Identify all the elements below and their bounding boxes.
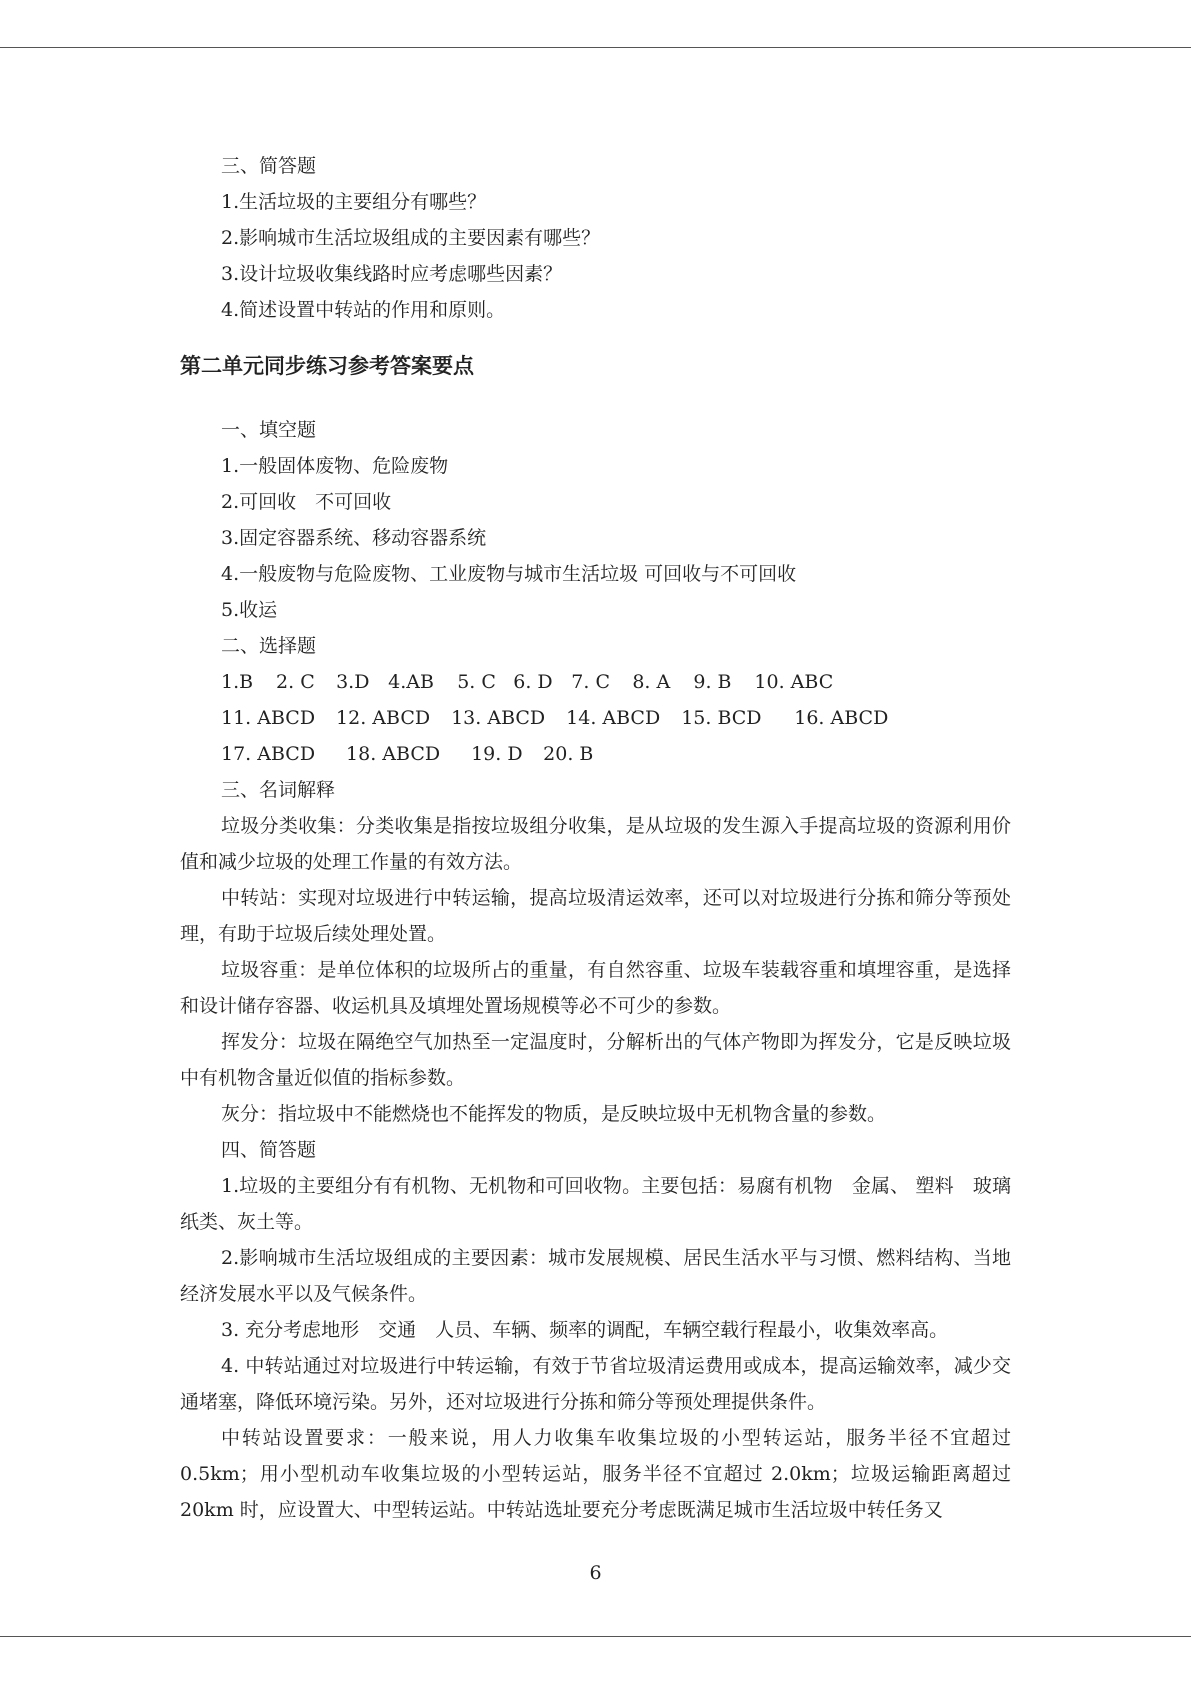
question-item: 2.影响城市生活垃圾组成的主要因素有哪些？ (221, 227, 601, 249)
term-definition: 中转站：实现对垃圾进行中转运输，提高垃圾清运效率，还可以对垃圾进行分拣和筛分等预处理，有助于垃圾后续处理处置。 (180, 887, 1011, 945)
choice-answer: 18. ABCD (346, 743, 441, 765)
choice-answer: 8. A (632, 671, 671, 693)
choice-answer: 13. ABCD (451, 707, 546, 729)
footer-rule (0, 1636, 1191, 1637)
choice-row-2 (180, 700, 1011, 736)
choice-answer: 4.AB (388, 671, 434, 693)
fill-blank-answer: 2.可回收 不可回收 (221, 491, 392, 513)
choice-answer: 9. B (693, 671, 732, 693)
header-rule (0, 47, 1191, 48)
choice-answer: 7. C (571, 671, 610, 693)
choice-answer: 12. ABCD (336, 707, 431, 729)
term-definition: 挥发分：垃圾在隔绝空气加热至一定温度时，分解析出的气体产物即为挥发分，它是反映垃圾中有机物含量近似值的指标参数。 (180, 1031, 1011, 1089)
question-item: 4.简述设置中转站的作用和原则。 (221, 299, 506, 321)
choice-answer: 10. ABC (754, 671, 834, 693)
fill-blank-answer: 3.固定容器系统、移动容器系统 (221, 527, 487, 549)
choice-answer: 19. D (471, 743, 523, 765)
term-definition: 垃圾分类收集：分类收集是指按垃圾组分收集，是从垃圾的发生源入手提高垃圾的资源利用价值和减少垃圾的处理工作量的有效方法。 (180, 815, 1011, 873)
short-answer: 4. 中转站通过对垃圾进行中转运输，有效于节省垃圾清运费用或成本，提高运输效率，减少交通堵塞，降低环境污染。另外，还对垃圾进行分拣和筛分等预处理提供条件。 (180, 1355, 1011, 1413)
short-answer: 中转站设置要求：一般来说，用人力收集车收集垃圾的小型转运站，服务半径不宜超过 0.5km；用小型机动车收集垃圾的小型转运站，服务半径不宜超过 2.0km；垃圾运输距离超过 20km 时，应设置大、中型转运站。中转站选址要充分考虑既满足城市生活垃圾中转任务又 (180, 1427, 1011, 1521)
short-answer: 3. 充分考虑地形 交通 人员、车辆、频率的调配，车辆空载行程最小，收集效率高。 (221, 1319, 949, 1341)
choice-answer: 20. B (543, 743, 594, 765)
choice-answer: 3.D (336, 671, 370, 693)
question-item: 1.生活垃圾的主要组分有哪些？ (221, 191, 487, 213)
fill-blank-answer: 4.一般废物与危险废物、工业废物与城市生活垃圾 可回收与不可回收 (221, 563, 797, 585)
choice-row-1 (180, 664, 1011, 700)
page-content (180, 148, 1031, 1528)
choice-answer: 6. D (513, 671, 553, 693)
term-definition: 垃圾容重：是单位体积的垃圾所占的重量，有自然容重、垃圾车装载容重和填埋容重，是选择和设计储存容器、收运机具及填埋处置场规模等必不可少的参数。 (180, 959, 1011, 1017)
short-answer-title: 四、简答题 (221, 1139, 317, 1161)
fill-blank-answer: 1.一般固体废物、危险废物 (221, 455, 449, 477)
choice-title: 二、选择题 (221, 635, 317, 657)
choice-answer: 11. ABCD (221, 707, 316, 729)
terms-title: 三、名词解释 (221, 779, 336, 801)
fill-blank-title: 一、填空题 (221, 419, 317, 441)
questions-section-title: 三、简答题 (221, 155, 317, 177)
short-answer: 1.垃圾的主要组分有有机物、无机物和可回收物。主要包括：易腐有机物 金属、 塑料 玻璃 纸类、灰土等。 (180, 1175, 1031, 1233)
choice-answer: 14. ABCD (566, 707, 661, 729)
choice-answer: 15. BCD (681, 707, 762, 729)
fill-blank-answer: 5.收运 (221, 599, 278, 621)
choice-answer: 1.B (221, 671, 254, 693)
page-number: 6 (589, 1562, 602, 1584)
choice-row-3 (180, 736, 1011, 772)
choice-answer: 5. C (457, 671, 496, 693)
choice-answer: 2. C (276, 671, 315, 693)
answers-heading: 第二单元同步练习参考答案要点 (180, 354, 474, 378)
short-answer: 2.影响城市生活垃圾组成的主要因素：城市发展规模、居民生活水平与习惯、燃料结构、当地经济发展水平以及气候条件。 (180, 1247, 1011, 1305)
term-definition: 灰分：指垃圾中不能燃烧也不能挥发的物质，是反映垃圾中无机物含量的参数。 (221, 1103, 887, 1125)
choice-answer: 16. ABCD (794, 707, 889, 729)
question-item: 3.设计垃圾收集线路时应考虑哪些因素？ (221, 263, 563, 285)
choice-answer: 17. ABCD (221, 743, 316, 765)
